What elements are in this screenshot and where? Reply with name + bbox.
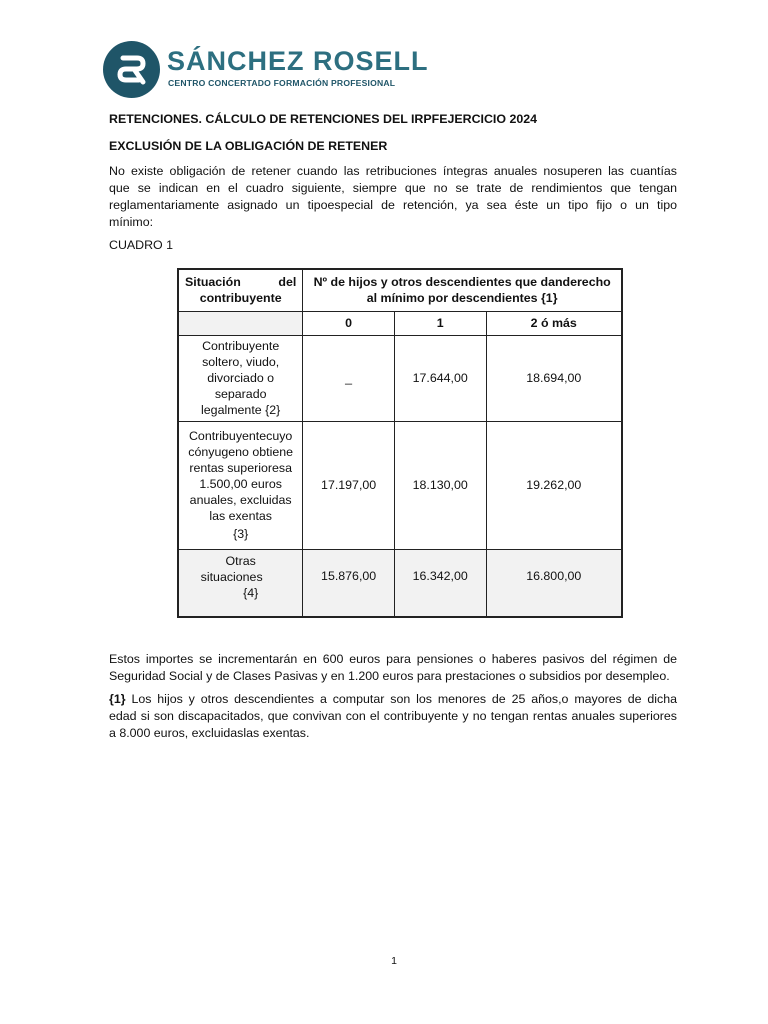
intro-line: que se indican en el cuadro siguiente, siempre que no se trate de rendimientos que tengan: [109, 181, 677, 195]
header-situacion: Situación del contribuyente: [178, 269, 303, 311]
cell-value: 16.800,00: [486, 549, 622, 617]
cell-value: 17.197,00: [303, 421, 395, 549]
table-header-row: [178, 269, 622, 311]
logo-name: SÁNCHEZ ROSELL: [167, 46, 429, 76]
footnote-line: edad si son discapacitados, que convivan con el contribuyente y no tengan rentas anuales superiores: [109, 709, 677, 723]
cell-value: 17.644,00: [394, 335, 486, 421]
note-line: Estos importes se incrementarán en 600 euros para pensiones o haberes pasivos del régimen de: [109, 652, 677, 666]
table-subheader-row: [178, 311, 622, 335]
row-label: Contribuyente soltero, viudo, divorciado o separado legalmente {2}: [178, 335, 303, 421]
footnote-1: [109, 691, 677, 742]
col-header-0: 0: [303, 311, 395, 335]
increment-note: [109, 651, 677, 685]
col-header-2: 2 ó más: [486, 311, 622, 335]
table-caption: CUADRO 1: [109, 238, 174, 252]
col-header-1: 1: [394, 311, 486, 335]
cell-value: 19.262,00: [486, 421, 622, 549]
note-line: Seguridad Social y de Clases Pasivas y en 1.200 euros para prestaciones o subsidios por desempleo.: [109, 669, 670, 683]
cell-value: _: [303, 335, 395, 421]
header-hijos: Nº de hijos y otros descendientes que danderecho al mínimo por descendientes {1}: [303, 269, 622, 311]
logo-emblem-icon: [103, 41, 160, 98]
document-title: RETENCIONES. CÁLCULO DE RETENCIONES DEL IRPFEJERCICIO 2024: [109, 112, 538, 126]
cell-value: 16.342,00: [394, 549, 486, 617]
intro-paragraph: [109, 163, 677, 231]
row-label: Contribuyentecuyo cónyugeno obtiene rentas superioresa 1.500,00 euros anuales, excluidas las exentas {3}: [178, 421, 303, 549]
cell-value: 15.876,00: [303, 549, 395, 617]
table-row: [178, 549, 622, 617]
footnote-marker: {1}: [109, 692, 126, 706]
table-row: [178, 421, 622, 549]
intro-line: reglamentariamente asignado un tipoespecial de retención, ya sea éste un tipo fijo o un tipo: [109, 198, 677, 212]
footnote-line: a 8.000 euros, excluidaslas exentas.: [109, 726, 310, 740]
retention-table: [177, 268, 623, 618]
cell-value: 18.694,00: [486, 335, 622, 421]
row-label: Otras situaciones {4}: [178, 549, 303, 617]
table-row: [178, 335, 622, 421]
section-heading: EXCLUSIÓN DE LA OBLIGACIÓN DE RETENER: [109, 139, 388, 153]
page-number: 1: [391, 955, 397, 967]
logo-tagline: CENTRO CONCERTADO FORMACIÓN PROFESIONAL: [168, 78, 396, 88]
footnote-line: {1} Los hijos y otros descendientes a computar son los menores de 25 años,o mayores de dicha: [109, 692, 677, 706]
cell-value: 18.130,00: [394, 421, 486, 549]
intro-line: mínimo:: [109, 215, 154, 229]
subheader-empty-cell: [178, 311, 303, 335]
intro-line: No existe obligación de retener cuando las retribuciones íntegras anuales nosuperen las cuantías: [109, 164, 677, 178]
